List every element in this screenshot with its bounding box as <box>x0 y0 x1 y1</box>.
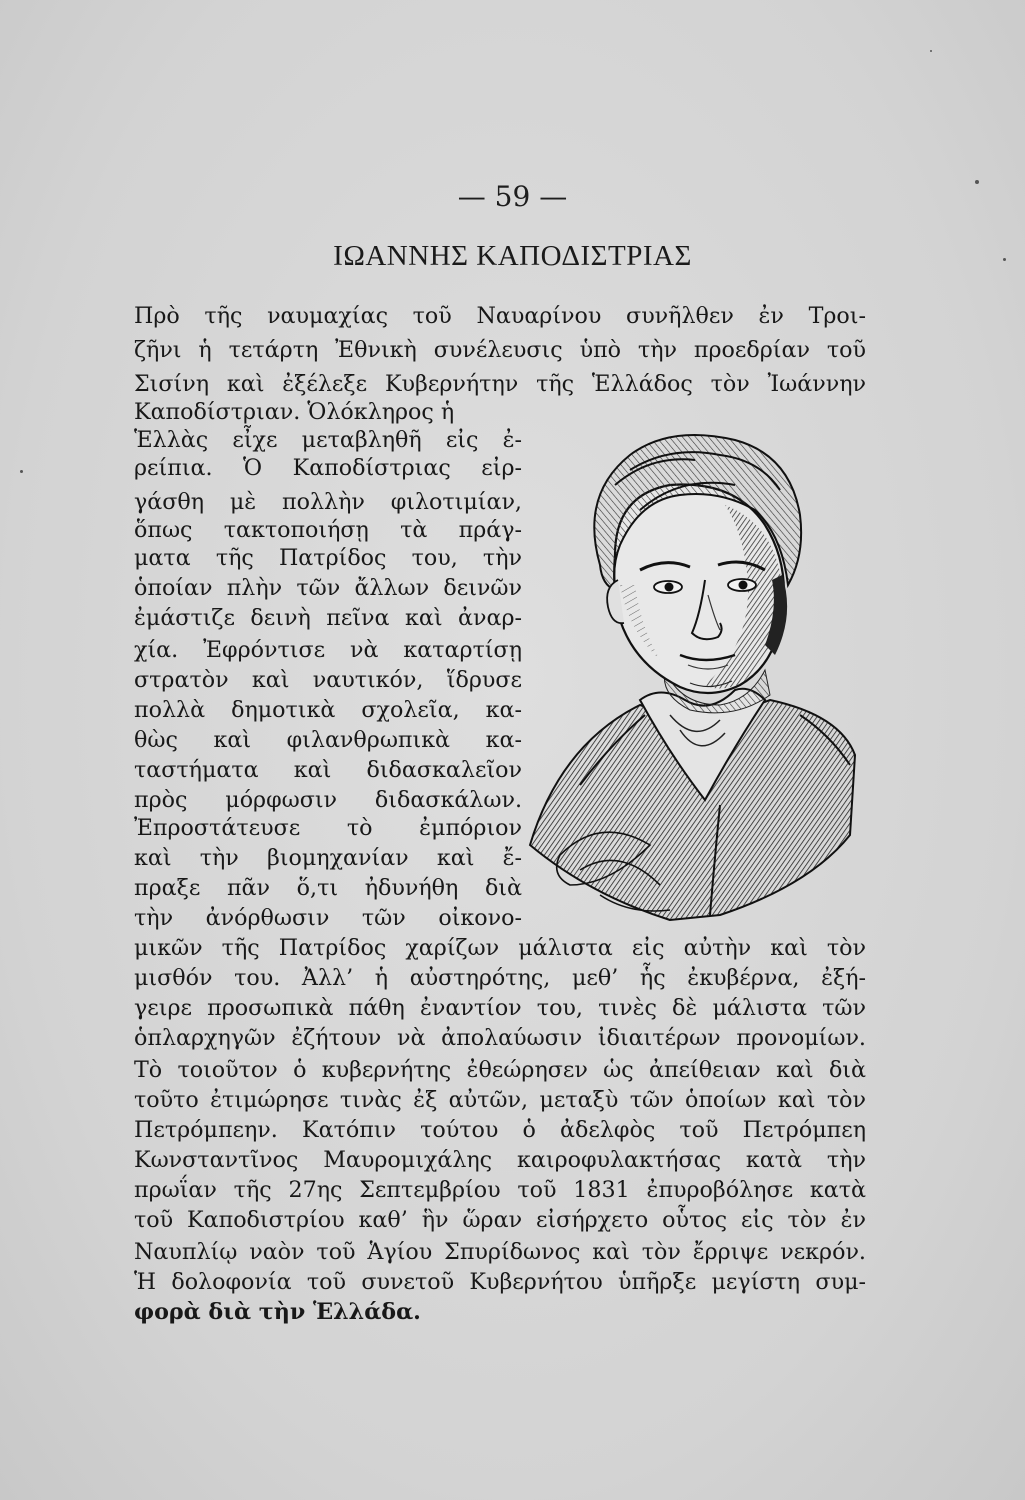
text-line: Σισίνη καὶ ἐξέλεξε Κυβερνήτην τῆς Ἑλλάδος τὸν Ἰωάννην <box>134 371 866 397</box>
text-line: Τὸ τοιοῦτον ὁ κυβερνήτης ἐθεώρησεν ὡς ἀπείθειαν καὶ διὰ <box>134 1057 866 1083</box>
text-line: ζῆνι ἡ τετάρτη Ἐθνικὴ συνέλευσις ὑπὸ τὴν προεδρίαν τοῦ <box>134 337 866 363</box>
text-line: γειρε προσωπικὰ πάθη ἐναντίον του, τινὲς δὲ μάλιστα τῶν <box>134 995 866 1021</box>
text-line: τὴν ἀνόρθωσιν τῶν οἰκονο- <box>134 905 522 931</box>
text-line: Ἡ δολοφονία τοῦ συνετοῦ Κυβερνήτου ὑπῆρξε μεγίστη συμ- <box>134 1269 866 1295</box>
text-line: πρὸς μόρφωσιν διδασκάλων. <box>134 787 522 813</box>
text-line: τοῦ Καποδιστρίου καθ’ ἣν ὥραν εἰσήρχετο οὗτος εἰς τὸν ἐν <box>134 1207 866 1233</box>
paper-speck <box>930 50 932 52</box>
portrait-icon <box>520 415 870 925</box>
text-line: ματα τῆς Πατρίδος του, τὴν <box>134 545 522 571</box>
text-line: πολλὰ δημοτικὰ σχολεῖα, κα- <box>134 697 522 723</box>
text-line: καὶ τὴν βιομηχανίαν καὶ ἔ- <box>134 845 522 871</box>
paper-speck <box>975 180 979 184</box>
text-line: τοῦτο ἐτιμώρησε τινὰς ἐξ αὐτῶν, μεταξὺ τῶν ὁποίων καὶ τὸν <box>134 1087 866 1113</box>
paper-speck <box>20 470 23 473</box>
text-line: χία. Ἐφρόντισε νὰ καταρτίσῃ <box>134 637 522 663</box>
text-line: Ἐπροστάτευσε τὸ ἐμπόριον <box>134 815 522 841</box>
text-line: ὅπως τακτοποιήσῃ τὰ πράγ- <box>134 517 522 543</box>
text-line: μισθόν του. Ἀλλ’ ἡ αὐστηρότης, μεθ’ ἧς ἐκυβέρνα, ἐξή- <box>134 965 866 991</box>
text-line: ταστήματα καὶ διδασκαλεῖον <box>134 757 522 783</box>
text-line: πρωΐαν τῆς 27ης Σεπτεμβρίου τοῦ 1831 ἐπυροβόλησε κατὰ <box>134 1177 866 1203</box>
text-line: στρατὸν καὶ ναυτικόν, ἵδρυσε <box>134 667 522 693</box>
text-line: Πετρόμπεην. Κατόπιν τούτου ὁ ἀδελφὸς τοῦ Πετρόμπεη <box>134 1117 866 1143</box>
text-line: ὁποίαν πλὴν τῶν ἄλλων δεινῶν <box>134 575 522 601</box>
page-title: ΙΩΑΝΝΗΣ ΚΑΠΟΔΙΣΤΡΙΑΣ <box>333 240 692 272</box>
paper-speck <box>1003 258 1006 261</box>
text-line: γάσθη μὲ πολλὴν φιλοτιμίαν, <box>134 489 522 515</box>
text-line: Ἑλλὰς εἶχε μεταβληθῆ εἰς ἐ- <box>134 427 522 453</box>
text-line: Ναυπλίῳ ναὸν τοῦ Ἁγίου Σπυρίδωνος καὶ τὸν ἔρριψε νεκρόν. <box>134 1239 866 1265</box>
text-line: μικῶν τῆς Πατρίδος χαρίζων μάλιστα εἰς αὐτὴν καὶ τὸν <box>134 935 866 961</box>
text-line: πραξε πᾶν ὅ,τι ἠδυνήθη διὰ <box>134 875 522 901</box>
text-line: Κωνσταντῖνος Μαυρομιχάλης καιροφυλακτήσας κατὰ τὴν <box>134 1147 866 1173</box>
text-line: Καποδίστριαν. Ὁλόκληρος ἡ <box>134 399 455 425</box>
text-line: ὁπλαρχηγῶν ἐζήτουν νὰ ἀπολαύωσιν ἰδιαιτέρων προνομίων. <box>134 1025 866 1051</box>
text-line: ἐμάστιζε δεινὴ πεῖνα καὶ ἀναρ- <box>134 605 522 631</box>
page-number: — 59 — <box>457 180 568 213</box>
text-line: Πρὸ τῆς ναυμαχίας τοῦ Ναυαρίνου συνῆλθεν ἐν Τροι- <box>134 303 866 329</box>
text-line: φορὰ διὰ τὴν Ἑλλάδα. <box>134 1299 421 1325</box>
text-line: θὼς καὶ φιλανθρωπικὰ κα- <box>134 727 522 753</box>
text-line: ρείπια. Ὁ Καποδίστριας εἰρ- <box>134 455 522 481</box>
